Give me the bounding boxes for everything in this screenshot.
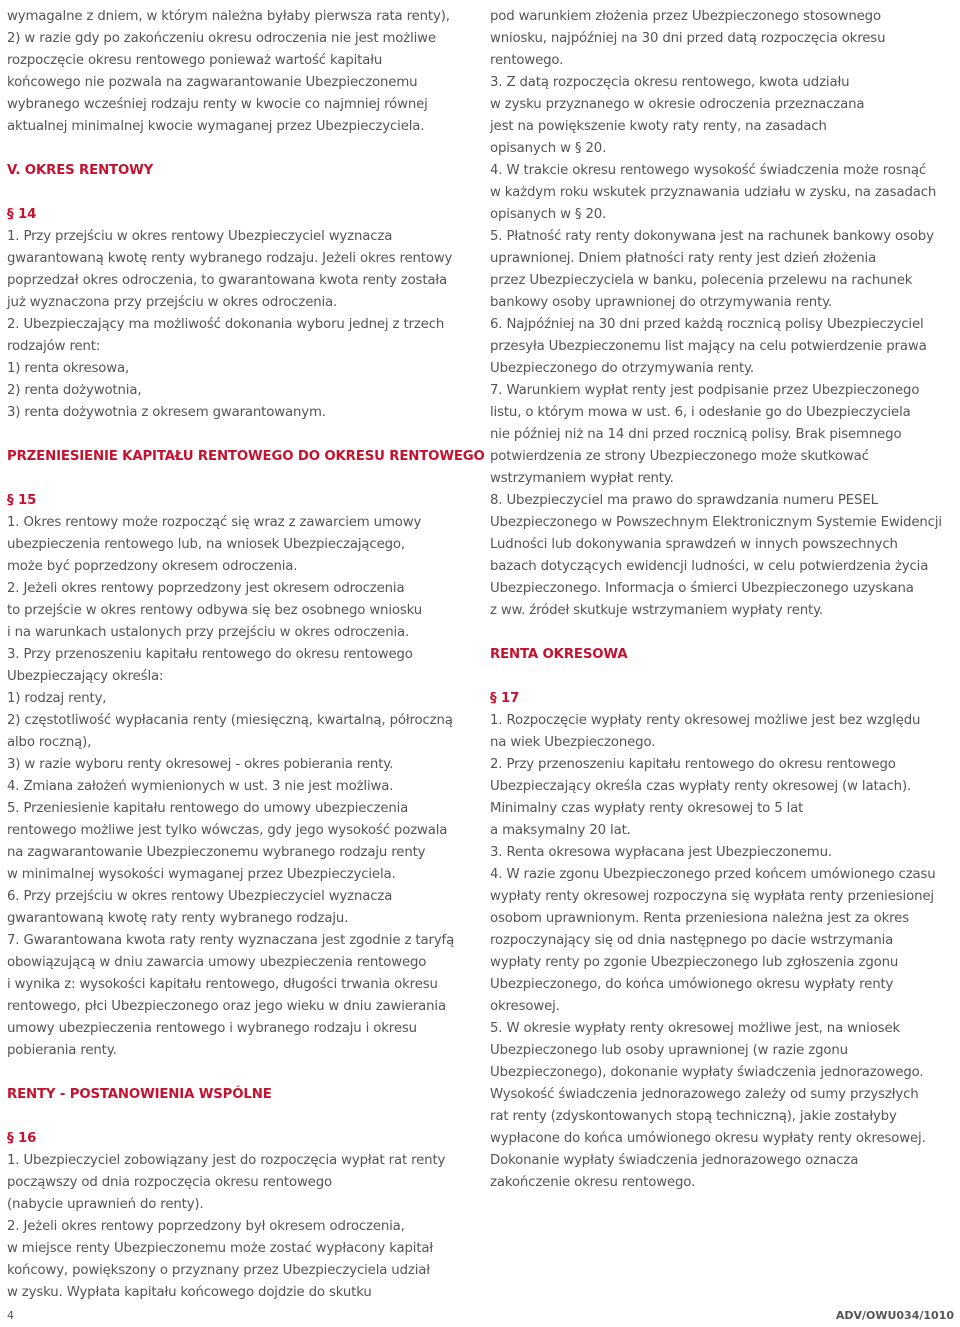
text-line: a maksymalny 20 lat. — [490, 823, 631, 838]
text-line: Ubezpieczonego. Informacja o śmierci Ubezpieczonego uzyskana — [490, 581, 914, 596]
text-line: końcowego nie pozwala na zagwarantowanie Ubezpieczonemu — [7, 75, 418, 90]
text-line: może być poprzedzony okresem odroczenia. — [7, 559, 298, 574]
text-line: rat renty (zdyskontowanych stopą techniczną), jakie zostałyby — [490, 1109, 897, 1124]
text-line: jest na powiększenie kwoty raty renty, na zasadach — [490, 119, 827, 134]
text-line: Ubezpieczonego lub osoby uprawnionej (w razie zgonu — [490, 1043, 848, 1058]
text-line: wstrzymaniem wypłat renty. — [490, 471, 674, 486]
text-line: rodzajów rent: — [7, 339, 101, 354]
text-line: 5. W okresie wypłaty renty okresowej możliwe jest, na wniosek — [490, 1021, 901, 1036]
text-line: 2) w razie gdy po zakończeniu okresu odroczenia nie jest możliwe — [7, 31, 436, 46]
text-line: Ubezpieczonego), dokonanie wypłaty świadczenia jednorazowego. — [490, 1065, 924, 1080]
text-line: 1) rodzaj renty, — [7, 691, 107, 706]
text-line: listu, o którym mowa w ust. 6, i odesłanie go do Ubezpieczyciela — [490, 405, 911, 420]
text-line: Minimalny czas wypłaty renty okresowej to 5 lat — [490, 801, 804, 816]
text-line: 2. Jeżeli okres rentowy poprzedzony jest okresem odroczenia — [7, 581, 405, 596]
text-line: 3. Przy przenoszeniu kapitału rentowego do okresu rentowego — [7, 647, 413, 662]
text-line: Wysokość świadczenia jednorazowego zależy od sumy przyszłych — [490, 1087, 919, 1102]
text-line: albo roczną), — [7, 735, 92, 750]
text-line: okresowej. — [490, 999, 560, 1014]
text-line: 1. Rozpoczęcie wypłaty renty okresowej możliwe jest bez względu — [490, 713, 921, 728]
text-line: poprzedzał okres odroczenia, to gwarantowana kwota renty została — [7, 273, 448, 288]
text-line: wymagalne z dniem, w którym należna byłaby pierwsza rata renty), — [7, 9, 450, 24]
text-line: zakończenie okresu rentowego. — [490, 1175, 696, 1190]
text-line: Ubezpieczający określa czas wypłaty renty okresowej (w latach). — [490, 779, 912, 794]
text-line: nie później niż na 14 dni przed rocznicą polisy. Brak pisemnego — [490, 427, 902, 442]
text-line: gwarantowaną kwotę renty wybranego rodzaju. Jeżeli okres rentowy — [7, 251, 453, 266]
text-line: (nabycie uprawnień do renty). — [7, 1197, 204, 1212]
text-line: bankowy osoby uprawnionej do otrzymywania renty. — [490, 295, 833, 310]
text-line: w zysku przyznanego w okresie odroczenia przeznaczana — [490, 97, 865, 112]
paragraph-number: § 17 — [490, 691, 520, 706]
text-line: wypłaty renty okresowej rozpoczyna się wypłata renty przeniesionej — [490, 889, 934, 904]
text-line: począwszy od dnia rozpoczęcia okresu rentowego — [7, 1175, 332, 1190]
text-line: 2. Ubezpieczający ma możliwość dokonania wyboru jednej z trzech — [7, 317, 445, 332]
text-line: 2) częstotliwość wypłacania renty (miesięczną, kwartalną, półroczną — [7, 713, 453, 728]
text-line: 4. Zmiana założeń wymienionych w ust. 3 nie jest możliwa. — [7, 779, 394, 794]
paragraph-number: § 14 — [7, 207, 37, 222]
text-line: i wynika z: wysokości kapitału rentowego, długości trwania okresu — [7, 977, 438, 992]
text-line: opisanych w § 20. — [490, 141, 607, 156]
text-line: 4. W trakcie okresu rentowego wysokość świadczenia może rosnąć — [490, 163, 926, 178]
text-line: w każdym roku wskutek przyznawania udziału w zysku, na zasadach — [490, 185, 937, 200]
text-line: uprawnionej. Dniem płatności raty renty jest dzień złożenia — [490, 251, 877, 266]
text-line: 2) renta dożywotnia, — [7, 383, 142, 398]
text-line: na wiek Ubezpieczonego. — [490, 735, 656, 750]
text-line: 4. W razie zgonu Ubezpieczonego przed końcem umówionego czasu — [490, 867, 936, 882]
text-line: Ubezpieczonego, do końca umówionego okresu wypłaty renty — [490, 977, 894, 992]
text-line: 2. Jeżeli okres rentowy poprzedzony był okresem odroczenia, — [7, 1219, 405, 1234]
section-heading: RENTY - POSTANOWIENIA WSPÓLNE — [7, 1087, 272, 1102]
text-line: 3) renta dożywotnia z okresem gwarantowanym. — [7, 405, 326, 420]
text-line: i na warunkach ustalonych przy przejściu w okres odroczenia. — [7, 625, 410, 640]
text-line: ubezpieczenia rentowego lub, na wniosek Ubezpieczającego, — [7, 537, 405, 552]
text-line: w minimalnej wysokości wymaganej przez Ubezpieczyciela. — [7, 867, 396, 882]
text-line: 8. Ubezpieczyciel ma prawo do sprawdzania numeru PESEL — [490, 493, 878, 508]
text-line: rozpoczynający się od dnia następnego po dacie wstrzymania — [490, 933, 894, 948]
page-number: 4 — [7, 1309, 14, 1322]
text-line: umowy ubezpieczenia rentowego i wybranego rodzaju i okresu — [7, 1021, 417, 1036]
text-line: Dokonanie wypłaty świadczenia jednorazowego oznacza — [490, 1153, 859, 1168]
text-line: 1. Ubezpieczyciel zobowiązany jest do rozpoczęcia wypłat rat renty — [7, 1153, 446, 1168]
text-line: 2. Przy przenoszeniu kapitału rentowego do okresu rentowego — [490, 757, 896, 772]
text-line: 1) renta okresowa, — [7, 361, 130, 376]
text-line: 1. Okres rentowy może rozpocząć się wraz z zawarciem umowy — [7, 515, 422, 530]
text-line: 1. Przy przejściu w okres rentowy Ubezpieczyciel wyznacza — [7, 229, 393, 244]
section-heading: RENTA OKRESOWA — [490, 647, 628, 662]
text-line: 6. Przy przejściu w okres rentowy Ubezpieczyciel wyznacza — [7, 889, 393, 904]
paragraph-number: § 15 — [7, 493, 37, 508]
text-line: Ubezpieczonego do otrzymywania renty. — [490, 361, 754, 376]
text-line: obowiązującą w dniu zawarcia umowy ubezpieczenia rentowego — [7, 955, 427, 970]
text-line: 3) w razie wyboru renty okresowej - okres pobierania renty. — [7, 757, 394, 772]
text-line: 3. Renta okresowa wypłacana jest Ubezpieczonemu. — [490, 845, 832, 860]
text-line: przesyła Ubezpieczonemu list mający na celu potwierdzenie prawa — [490, 339, 927, 354]
section-heading: PRZENIESIENIE KAPITAŁU RENTOWEGO DO OKRESU RENTOWEGO — [7, 449, 485, 464]
text-line: rentowego. — [490, 53, 564, 68]
text-line: 7. Warunkiem wypłat renty jest podpisanie przez Ubezpieczonego — [490, 383, 920, 398]
text-line: wypłacone do końca umówionego okresu wypłaty renty okresowej. — [490, 1131, 926, 1146]
text-line: 5. Płatność raty renty dokonywana jest na rachunek bankowy osoby — [490, 229, 934, 244]
text-line: w miejsce renty Ubezpieczonemu może zostać wypłacony kapitał — [7, 1241, 434, 1256]
text-line: bazach dotyczących ewidencji ludności, w celu potwierdzenia życia — [490, 559, 929, 574]
text-line: gwarantowaną kwotę raty renty wybranego rodzaju. — [7, 911, 349, 926]
text-line: rozpoczęcie okresu rentowego ponieważ wartość kapitału — [7, 53, 383, 68]
text-line: już wyznaczona przy przejściu w okres odroczenia. — [7, 295, 338, 310]
section-heading: V. OKRES RENTOWY — [7, 163, 154, 178]
text-line: osobom uprawnionym. Renta przeniesiona należna jest za okres — [490, 911, 909, 926]
text-line: Ubezpieczonego w Powszechnym Elektronicznym Systemie Ewidencji — [490, 515, 942, 530]
text-line: przez Ubezpieczyciela w banku, polecenia przelewu na rachunek — [490, 273, 913, 288]
text-line: pobierania renty. — [7, 1043, 117, 1058]
text-line: wniosku, najpóźniej na 30 dni przed datą rozpoczęcia okresu — [490, 31, 886, 46]
text-line: 5. Przeniesienie kapitału rentowego do umowy ubezpieczenia — [7, 801, 409, 816]
text-line: 3. Z datą rozpoczęcia okresu rentowego, kwota udziału — [490, 75, 850, 90]
text-line: Ubezpieczający określa: — [7, 669, 164, 684]
text-line: to przejście w okres rentowy odbywa się bez osobnego wniosku — [7, 603, 423, 618]
text-line: w zysku. Wypłata kapitału końcowego dojdzie do skutku — [7, 1285, 372, 1300]
text-line: opisanych w § 20. — [490, 207, 607, 222]
text-line: wybranego wcześniej rodzaju renty w kwocie co najmniej równej — [7, 97, 428, 112]
document-code: ADV/OWU034/1010 — [835, 1309, 954, 1322]
text-line: z ww. źródeł skutkuje wstrzymaniem wypłaty renty. — [490, 603, 823, 618]
paragraph-number: § 16 — [7, 1131, 37, 1146]
text-line: aktualnej minimalnej kwocie wymaganej przez Ubezpieczyciela. — [7, 119, 425, 134]
text-line: Ludności lub dokonywania sprawdzeń w innych powszechnych — [490, 537, 898, 552]
text-line: wypłaty renty po zgonie Ubezpieczonego lub zgłoszenia zgonu — [490, 955, 899, 970]
text-line: rentowego, płci Ubezpieczonego oraz jego wieku w dniu zawierania — [7, 999, 446, 1014]
text-line: rentowego możliwe jest tylko wówczas, gdy jego wysokość pozwala — [7, 823, 448, 838]
text-line: potwierdzenia ze strony Ubezpieczonego może skutkować — [490, 449, 869, 464]
text-line: na zagwarantowanie Ubezpieczonemu wybranego rodzaju renty — [7, 845, 426, 860]
text-line: pod warunkiem złożenia przez Ubezpieczonego stosownego — [490, 9, 881, 24]
text-line: końcowy, powiększony o przyznany przez Ubezpieczyciela udział — [7, 1263, 430, 1278]
text-line: 7. Gwarantowana kwota raty renty wyznaczana jest zgodnie z taryfą — [7, 933, 455, 948]
text-line: 6. Najpóźniej na 30 dni przed każdą rocznicą polisy Ubezpieczyciel — [490, 317, 924, 332]
